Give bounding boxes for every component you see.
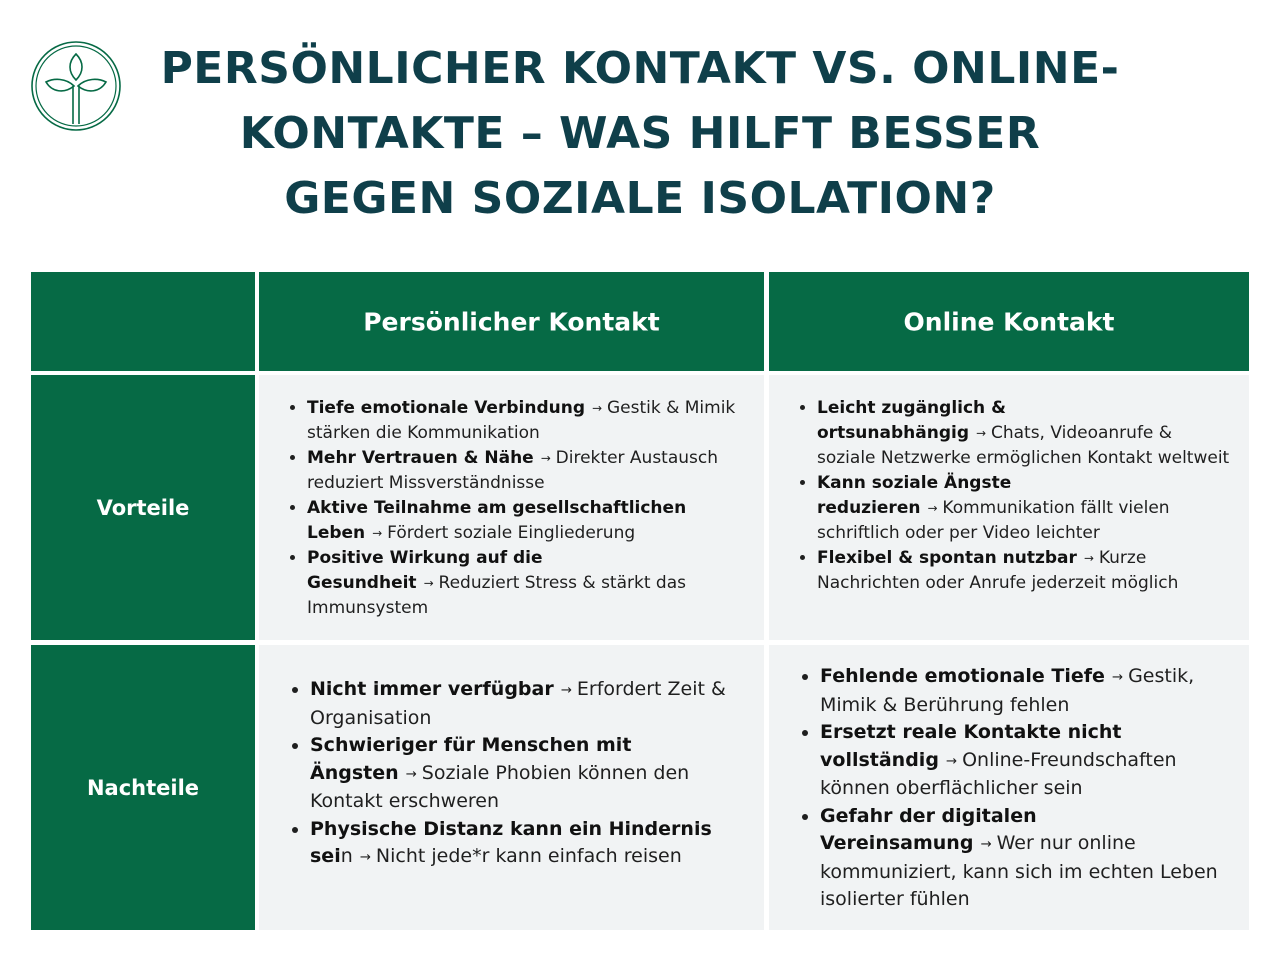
column-header-persoenlich <box>259 272 764 371</box>
row-header-nachteile <box>31 645 255 930</box>
title-line: PERSÖNLICHER KONTAKT VS. ONLINE- <box>160 43 1120 94</box>
list-item: • Positive Wirkung auf die Gesundheit → Reduziert Stress & stärkt das Immunsystem <box>307 546 745 621</box>
title-line: KONTAKTE – WAS HILFT BESSER <box>239 108 1041 159</box>
list-item: • Flexibel & spontan nutzbar → Kurze Nachrichten oder Anrufe jederzeit möglich <box>817 546 1235 596</box>
title-line: GEGEN SOZIALE ISOLATION? <box>284 173 996 224</box>
arrow-icon: → <box>592 401 602 415</box>
arrow-icon: → <box>1083 551 1094 565</box>
bullet-list <box>798 663 1236 914</box>
list-item: • Kann soziale Ängste reduzieren → Kommunikation fällt vielen schriftlich oder per Video leichter <box>817 471 1235 546</box>
list-item: • Fehlende emotionale Tiefe → Gestik, Mimik & Berührung fehlen <box>820 663 1236 719</box>
list-item: • Physische Distanz kann ein Hindernis sein → Nicht jede*r kann einfach reisen <box>310 816 748 872</box>
arrow-icon: → <box>927 501 938 515</box>
arrow-icon: → <box>423 576 434 590</box>
column-header-online <box>769 272 1249 371</box>
cell-vorteile-online <box>769 375 1249 640</box>
list-item: • Schwieriger für Menschen mit Ängsten → Soziale Phobien können den Kontakt erschweren <box>310 732 748 816</box>
list-item: • Gefahr der digitalen Vereinsamung → Wer nur online kommuniziert, kann sich im echten Leben isolierter fühlen <box>820 803 1236 914</box>
cell-vorteile-persoenlich <box>259 375 764 640</box>
page-title <box>130 36 1150 231</box>
arrow-icon: → <box>560 683 572 698</box>
bullet-list <box>288 676 748 872</box>
row-header-vorteile <box>31 375 255 640</box>
arrow-icon: → <box>372 526 383 540</box>
cell-nachteile-persoenlich <box>259 645 764 930</box>
list-item: • Tiefe emotionale Verbindung → Gestik & Mimik stärken die Kommunikation <box>307 396 745 446</box>
list-item: • Nicht immer verfügbar → Erfordert Zeit & Organisation <box>310 676 748 732</box>
arrow-icon: → <box>405 766 417 782</box>
list-item: • Leicht zugänglich & ortsunabhängig → Chats, Videoanrufe & soziale Netzwerke ermöglichen Kontakt weltweit <box>817 396 1235 471</box>
column-header-label: Persönlicher Kontakt <box>363 307 660 336</box>
list-item: • Aktive Teilnahme am gesellschaftlichen Leben → Fördert soziale Eingliederung <box>307 496 745 546</box>
arrow-icon: → <box>980 837 992 852</box>
leaf-tree-logo <box>30 40 122 132</box>
arrow-icon: → <box>359 850 371 865</box>
arrow-icon: → <box>945 753 958 769</box>
corner-header-cell <box>31 272 255 371</box>
cell-nachteile-online <box>769 645 1249 930</box>
arrow-icon: → <box>540 451 551 465</box>
row-header-label: Vorteile <box>96 495 190 520</box>
arrow-icon: → <box>976 426 986 440</box>
bullet-list <box>795 396 1235 596</box>
row-header-label: Nachteile <box>86 775 200 800</box>
arrow-icon: → <box>1111 670 1124 685</box>
list-item: • Mehr Vertrauen & Nähe → Direkter Austausch reduziert Missverständnisse <box>307 446 745 496</box>
bullet-list <box>285 396 745 621</box>
column-header-label: Online Kontakt <box>903 307 1115 336</box>
list-item: • Ersetzt reale Kontakte nicht vollständig → Online-Freundschaften können oberflächlicher sein <box>820 719 1236 803</box>
